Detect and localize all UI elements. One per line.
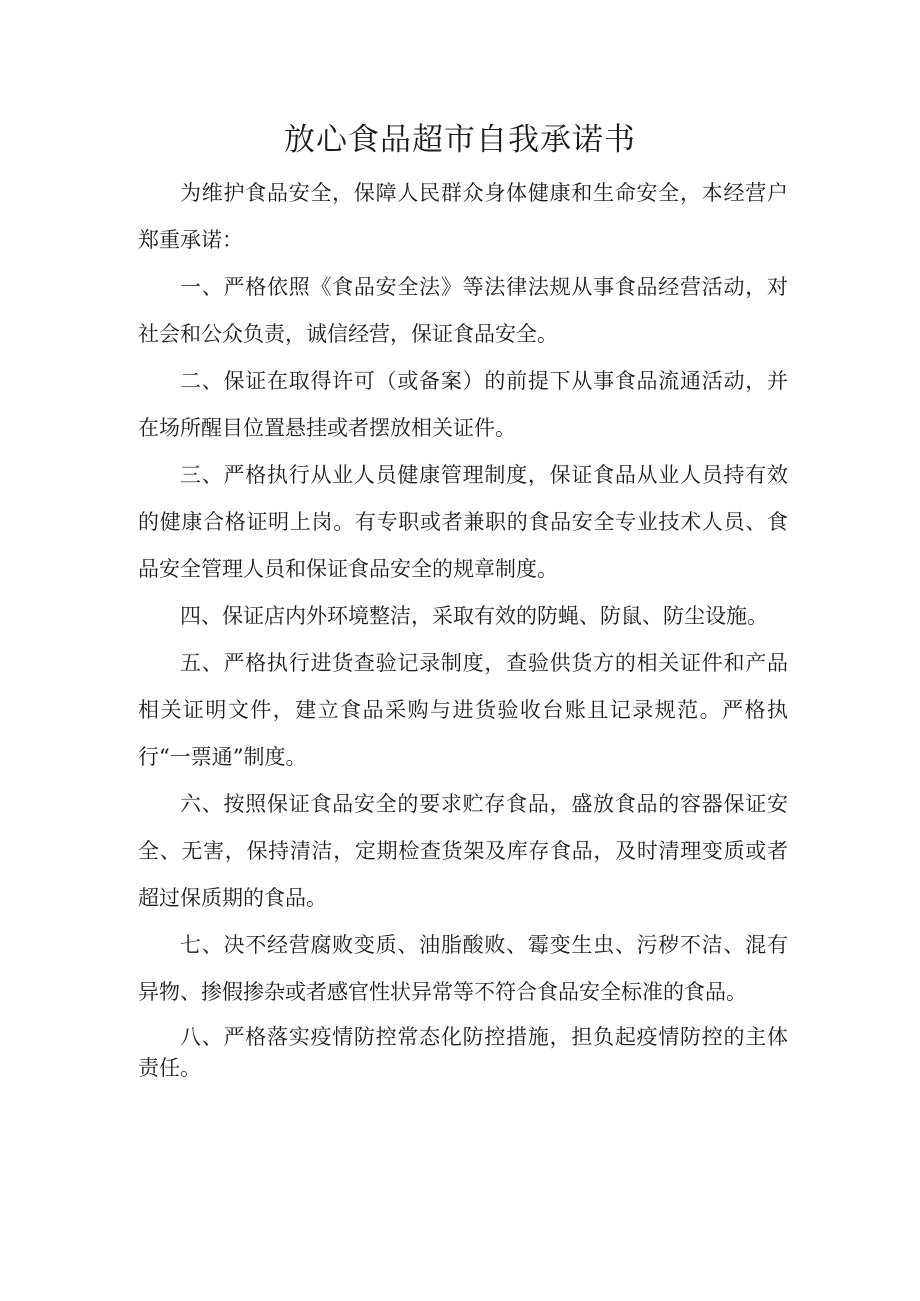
commitment-item-6: 六、按照保证食品安全的要求贮存食品，盛放食品的容器保证安全、无害，保持清洁，定期检查货架及库存食品，及时清理变质或者超过保质期的食品。	[138, 792, 788, 910]
intro-paragraph: 为维护食品安全，保障人民群众身体健康和生命安全，本经营户郑重承诺：	[138, 181, 788, 252]
commitment-item-1: 一、严格依照《食品安全法》等法律法规从事食品经营活动，对社会和公众负责，诚信经营，保证食品安全。	[138, 275, 788, 346]
commitment-item-8: 八、严格落实疫情防控常态化防控措施，担负起疫情防控的主体责任。	[138, 1025, 788, 1080]
document-body	[138, 170, 788, 1084]
commitment-item-4: 四、保证店内外环境整洁，采取有效的防蝇、防鼠、防尘设施。	[180, 604, 768, 628]
commitment-item-5: 五、严格执行进货查验记录制度，查验供货方的相关证件和产品相关证明文件，建立食品采购与进货验收台账且记录规范。严格执行“一票通”制度。	[138, 651, 788, 769]
commitment-item-2: 二、保证在取得许可（或备案）的前提下从事食品流通活动，并在场所醒目位置悬挂或者摆放相关证件。	[138, 369, 788, 440]
commitment-item-7: 七、决不经营腐败变质、油脂酸败、霉变生虫、污秽不洁、混有异物、掺假掺杂或者感官性状异常等不符合食品安全标准的食品。	[138, 933, 788, 1004]
document-title: 放心食品超市自我承诺书	[284, 122, 636, 158]
commitment-item-3: 三、严格执行从业人员健康管理制度，保证食品从业人员持有效的健康合格证明上岗。有专职或者兼职的食品安全专业技术人员、食品安全管理人员和保证食品安全的规章制度。	[138, 463, 788, 581]
